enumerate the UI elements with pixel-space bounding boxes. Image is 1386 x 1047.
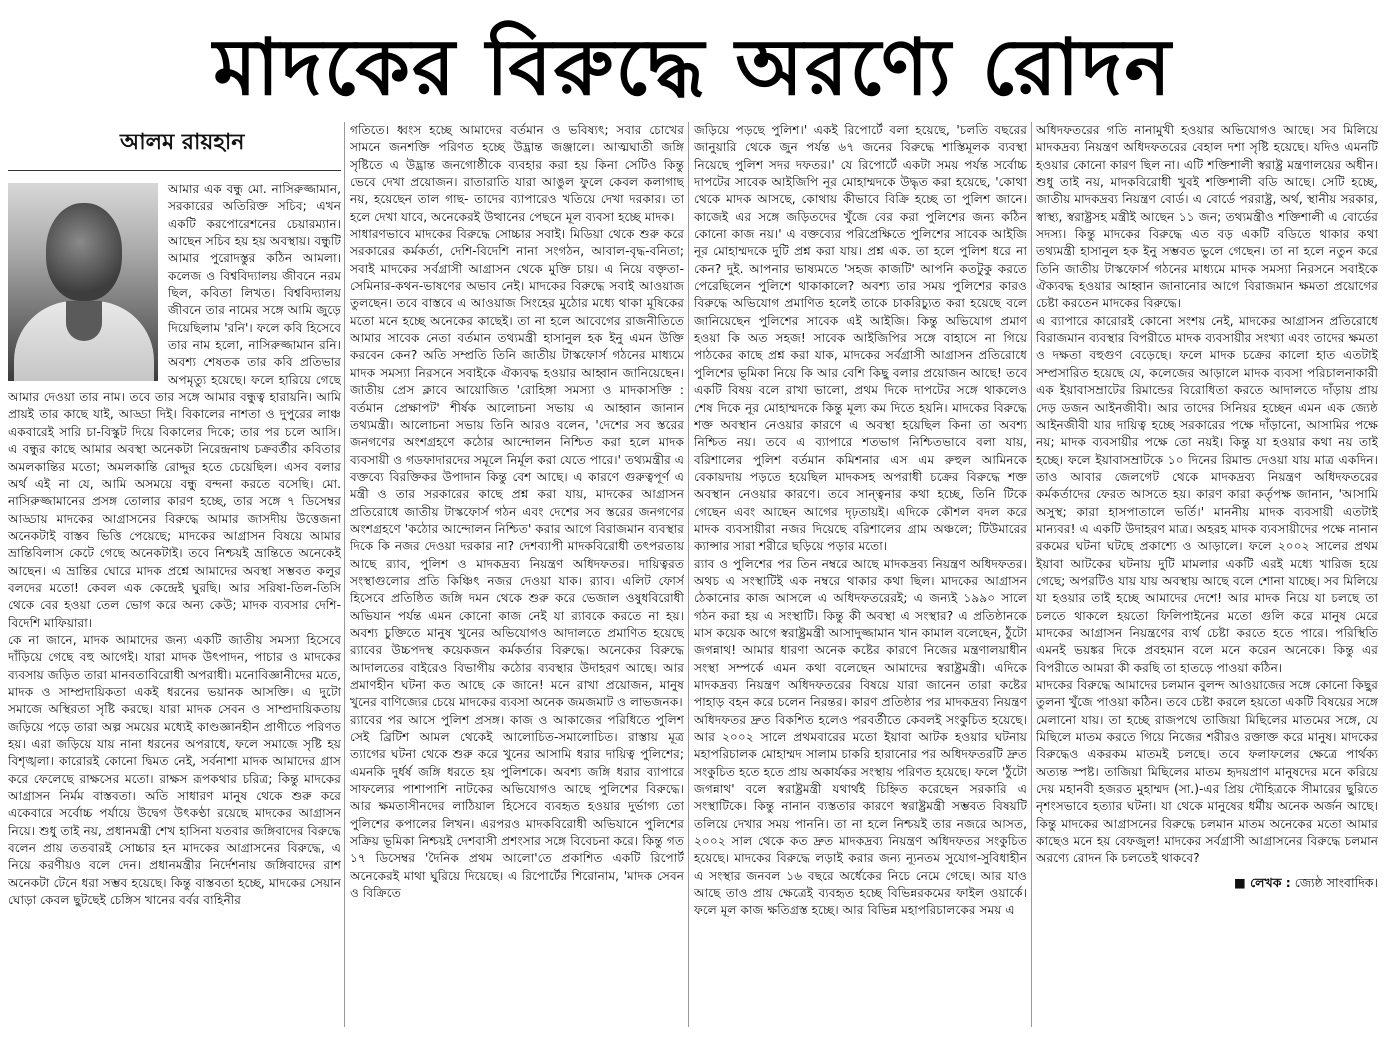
column-4 [1036,122,1378,1027]
paragraph: অধিদফতরের গতি নানামুখী হওয়ার অভিযোগও আছে। সব মিলিয়ে মাদকদ্রব্য নিয়ন্ত্রণ অধিদফতরের বেহাল দশা সৃষ্টি হয়েছে। যদিও এমনটি হওয়ার কোনো কারণ ছিল না। এটি শক্তিশালী স্বরাষ্ট্র মন্ত্রণালয়ের অধীন। শুধু তাই নয়, মাদকবিরোধী খুবই শক্তিশালী বডি আছে। সেটি হচ্ছে, জাতীয় মাদকদ্রব্য নিয়ন্ত্রণ বোর্ড। এ বোর্ডে পররাষ্ট্র, অর্থ, স্থানীয় সরকার, স্বাস্থ্য, স্বরাষ্ট্রসহ মন্ত্রীই আছেন ১১ জন; তথ্যমন্ত্রীও শক্তিশালী এ বোর্ডের সদস্য। কিন্তু মাদকের বিরুদ্ধে এত বড় একটি বডিতে থাকার কথা তথ্যমন্ত্রী হাসানুল হক ইনু সম্ভবত ভুলে গেছেন। তা না হলে নতুন করে তিনি জাতীয় টাস্কফোর্স গঠনের মাধ্যমে মাদক সমস্যা নিরসনে সবাইকে ঐক্যবদ্ধ হওয়ার আহ্বান জানানোর আগে বিরাজমান ক্ষমতা প্রয়োগের চেষ্টা করতেন মাদকের বিরুদ্ধে। [1036,123,1378,311]
column-divider [344,122,345,1027]
column-divider [1031,122,1032,1027]
column-2 [350,122,684,1027]
column-3 [694,122,1027,1027]
paragraph: কে না জানে, মাদক আমাদের জন্য একটি জাতীয় সমস্যা হিসেবে দাঁড়িয়ে গেছে বহু আগেই। যারা মাদক উৎপাদন, পাচার ও মাদকের ব্যবসায় জড়িত তারা মানবতাবিরোধী অপরাধী। মনোবিজ্ঞানীদের মতে, মাদক ও সাম্প্রদায়িকতা একই ধরনের ভয়ানক আসক্তি। এ দুটো সমাজে অস্থিরতা সৃষ্টি করছে। যারা মাদক সেবন ও সাম্প্রদায়িকতায় জড়িয়ে পড়ে তারা অল্প সময়ের মধ্যেই কাণ্ডজ্ঞানহীন প্রাণীতে পরিণত হয়। এরা জড়িয়ে যায় নানা ধরনের অপরাধে, ফলে সমাজে সৃষ্টি হয় বিশৃঙ্খলা। কারোরই কোনো দ্বিমত নেই, সর্বনাশা মাদক আমাদের গ্রাস করে ফেলেছে রাক্ষসের মতো। রাক্ষস রূপকথার চরিত্র; কিন্তু মাদকের আগ্রাসন নির্মম বাস্তবতা। অতি সাধারণ মানুষ থেকে শুরু করে একেবারে সর্বোচ্চ পর্যায়ে উদ্বেগ উৎকণ্ঠা রয়েছে মাদকের আগ্রাসন নিয়ে। শুধু তাই নয়, প্রধানমন্ত্রী শেখ হাসিনা যতবার জঙ্গিবাদের বিরুদ্ধে বলেন প্রায় ততবারই সোচ্চার হন মাদকের আগ্রাসনের বিরুদ্ধে, এ নিয়ে করণীয়ও বলে দেন। প্রধানমন্ত্রীর নির্দেশনায় জঙ্গিবাদের রাশ অনেকটা টেনে ধরা সম্ভব হয়েছে। কিন্তু বাস্তবতা হচ্ছে, মাদকের সেয়ান ঘোড়া কেবল ছুটছেই চেঙ্গিস খানের বর্বর বাহিনীর [8,632,341,908]
footer-role: জ্যেষ্ঠ সাংবাদিক। [1294,874,1378,890]
byline: আলম রায়হান [120,130,245,155]
portrait-collar [66,301,102,341]
paragraph: জড়িয়ে পড়ছে পুলিশ।' একই রিপোর্টে বলা হয়েছে, 'চলতি বছরের জানুয়ারি থেকে জুন পর্যন্ত ৬৭ জনের বিরুদ্ধে শাস্তিমূলক ব্যবস্থা নিয়েছে পুলিশ সদর দফতর।' যে রিপোর্টে একটা সময় পর্যন্ত সর্বোচ্চ দাপটের সাবেক আইজিপি নূর মোহাম্মদকে উদ্ধৃত করা হয়েছে, 'কোথা থেকে মাদক আসছে, কোথায় কীভাবে বিক্রি হচ্ছে তা পুলিশ জানে। কাজেই এর সঙ্গে জড়িতদের খুঁজে বের করা পুলিশের জন্য কঠিন কোনো কাজ নয়।' এ বক্তব্যের পরিপ্রেক্ষিতে পুলিশের সাবেক আইজি নূর মোহাম্মদকে দুটি প্রশ্ন করা যায়। প্রশ্ন এক. তা হলে পুলিশ ধরে না কেন? দুই. আপনার ভাষ্যমতে 'সহজ কাজটি' আপনি কতটুকু করতে পেরেছিলেন পুলিশে থাকাকালে? অবশ্য তার সময় পুলিশের কারও বিরুদ্ধে অভিযোগ প্রমাণিত হলেই তাকে চাকরিচ্যুত করা হয়েছে বলে জানিয়েছেন পুলিশের সাবেক এই আইজি। কিন্তু অভিযোগ প্রমাণ হওয়া কি অত সহজ! সাবেক আইজিপির সঙ্গে বাহাসে না গিয়ে পাঠকের কাছে প্রশ্ন করা যাক, মাদকের সর্বগ্রাসী আগ্রাসন প্রতিরোধে পুলিশের ভূমিকা নিয়ে কি আর বেশি কিছু বলার প্রয়োজন আছে! তবে একটি বিষয় বলে রাখা ভালো, প্রথম দিকে দাপটের সঙ্গে থাকলেও শেষ দিকে নূর মোহাম্মদকে কিন্তু মূল্য কম দিতে হয়নি। মাদকের বিরুদ্ধে শক্ত অবস্থান নেওয়ার কারণে এ অবস্থা হয়েছিল কিনা তা অবশ্য নিশ্চিত নয়। তবে এ ব্যাপারে শতভাগ নিশ্চিতভাবে বলা যায়, বরিশালের পুলিশ বর্তমান কমিশনার এস এম রুহুল আমিনকে বেকায়দায় পড়তে হয়েছিল মাদকসহ অপরাধী চক্রের বিরুদ্ধে শক্ত অবস্থান নেওয়ার কারণে। তবে সান্ত্বনার কথা হচ্ছে, তিনি টিকে গেছেন এবং আছেন আগের দৃঢ়তায়ই। এদিকে কৌশল বদল করে মাদক ব্যবসায়ীরা নজর দিয়েছে বরিশালের গ্রাম অঞ্চলে; টিউমারের ক্যান্সার সারা শরীরে ছড়িয়ে পড়ার মতো। [694,123,1027,554]
column-divider [688,122,689,1027]
byline-rule [8,170,341,171]
paragraph: এ ব্যাপারে কারোরই কোনো সংশয় নেই, মাদকের আগ্রাসন প্রতিরোধে বিরাজমান ব্যবস্থার বিপরীতে মাদক ব্যবসায়ীর সংখ্যা এবং তাদের ক্ষমতা ও দক্ষতা বহুগুণ বেড়েছে। ফলে মাদক চক্রের কালো হাত এতটাই সম্প্রসারিত হয়েছে যে, কলেজের আড়ালে মাদক ব্যবসা পরিচালনাকারী এক ইয়াবাসম্রাটের রিমান্ডের বিরোধিতা করতে আদালতে দাঁড়ায় প্রায় দেড় ডজন আইনজীবী। আর তাদের সিনিয়র হচ্ছেন এমন এক জ্যেষ্ঠ আইনজীবী যার দায়িত্ব হচ্ছে সরকারের পক্ষে দাঁড়ানো, আসামির পক্ষে নয়; মাদক ব্যবসায়ীর পক্ষে তো নয়ই। কিন্তু যা হওয়ার কথা নয় তাই হচ্ছে। ফলে ইয়াবাসম্রাটকে ১০ দিনের রিমান্ড দেওয়া যায় মাত্র একদিন। তাও আবার জেলগেট থেকে মাদকদ্রব্য নিয়ন্ত্রণ অধিদফতরের কর্মকর্তাদের ফেরত আসতে হয়। কারণ কারা কর্তৃপক্ষ জানান, 'আসামি অসুস্থ; কারা হাসপাতালে ভর্তি।' মাননীয় মাদক ব্যবসায়ী এতটাই মান্যবর! এ একটি উদাহরণ মাত্র। অহরহ মাদক ব্যবসায়ীদের পক্ষে নানান রকমের ঘটনা ঘটছে প্রকাশ্যে ও আড়ালে। ফলে ২০০২ সালের প্রথম ইয়াবা আটকের ঘটনায় দুটি মামলার একটি এরই মধ্যে খারিজ হয়ে গেছে; অপরটিও যায় যায় অবস্থায় আছে বলে শোনা যাচ্ছে। সব মিলিয়ে যা হওয়ার তাই হচ্ছে আমাদের দেশে! আর মাদক নিয়ে যা চলছে তা চলতে থাকলে হয়তো ফিলিপাইনের মতো গুলি করে মানুষ মেরে মাদকের আগ্রাসন নিয়ন্ত্রণের ব্যর্থ চেষ্টা করতে হতে পারে। পরিস্থিতি এমনই ভয়ঙ্কর দিকে প্রবহমান বলে মনে করেন অনেকে। কিন্তু এর বিপরীতে আমরা কী করছি তা হাতড়ে পাওয়া কঠিন। [1036,313,1378,675]
paragraph: গতিতে। ধ্বংস হচ্ছে আমাদের বর্তমান ও ভবিষ্যৎ; সবার চোখের সামনে জনশক্তি পরিণত হচ্ছে উদ্ভ্রান্ত জঞ্জালে। আত্মঘাতী জঙ্গি সৃষ্টিতে এ উদ্ভ্রান্ত জনগোষ্ঠীকে ব্যবহার করা হয় কিনা সেটিও কিন্তু ভেবে দেখা প্রয়োজন। রাতারাতি যারা আঙুল ফুলে কেবল কলাগাছ নয়, হয়েছেন তাল গাছ- তাদের ব্যাপারেও খতিয়ে দেখা দরকার। তা হলে দেখা যাবে, অনেকেরই উত্থানের পেছনে মূল ব্যবসা হচ্ছে মাদক। [350,123,684,224]
headline: মাদকের বিরুদ্ধে অরণ্যে রোদন [213,23,1173,113]
paragraph: আমার এক বন্ধু মো. নাসিরুজ্জামান, সরকারের অতিরিক্ত সচিব; এখন একটি করপোরেশনের চেয়ারম্যান। আছেন সচিব হয় হয় অবস্থায়। বন্ধুটি আমার পুরোদস্তুর কঠিন আমলা। কলেজ ও বিশ্ববিদ্যালয় জীবনে নরম ছিল, কবিতা লিখত। বিশ্ববিদ্যালয় জীবনে তার নামের সঙ্গে আমি জুড়ে দিয়েছিলাম 'রনি'। ফলে কবি হিসেবে তার নাম হলো, নাসিরুজ্জামান রনি। অবশ্য শেষতক তার কবি প্রতিভার অপমৃত্যু হয়েছে। ফলে হারিয়ে গেছে আমার দেওয়া তার নাম। তবে তার সঙ্গে আমার বন্ধুত্ব হারায়নি। আমি প্রায়ই তার কাছে যাই, আড্ডা দিই। বিকালের নাশতা ও দুপুরের লাঞ্চ একবারেই সারি চা-বিস্কুট দিয়ে বিকালের দিকে; তার পর চলে আসি। এ বন্ধুর কাছে আমার অবস্থা অনেকটা নিরেন্দ্রনাথ চক্রবর্তীর কবিতার অমলকান্তির মতো; অমলকান্তি রোদ্দুর হতে চেয়েছিল। এসব বলার অর্থ এই না যে, আমি অসময়ে বন্ধু বন্দনা করতে বসেছি। মো. নাসিরুজ্জামানের প্রসঙ্গ তোলার কারণ হচ্ছে, তার সঙ্গে ৭ ডিসেম্বর আড্ডায় মাদকের আগ্রাসনের বিরুদ্ধে আমার জাসদীয় উত্তেজনা অনেকটাই বাস্তব ভিত্তি পেয়েছে; মাদকের আগ্রাসন বিষয়ে আমার ভ্রান্তিবিলাস কেটে গেছে অনেকটাই। তবে নিশ্চয়ই ভ্রান্তিতে অনেকেই আছেন। এ ভ্রান্তির ঘোরে মাদক প্রশ্নে আমাদের অবস্থা সম্ভবত কলুর বলদের মতো! কেবল এক কেন্দ্রেই ঘুরছি। আর সরিষা-তিল-তিসি থেকে বের হওয়া তেল ভোগ করে অন্য কেউ; মাদক ব্যবসার দেশি-বিদেশি মাফিয়ারা। [8,182,341,630]
paragraph: সাধারণভাবে মাদকের বিরুদ্ধে সোচ্চার সবাই। মিডিয়া থেকে শুরু করে সরকারের কর্মকর্তা, দেশি-বিদেশি নানা সংগঠন, আবাল-বৃদ্ধ-বনিতা; সবাই মাদকের সর্বগ্রাসী আগ্রাসন থেকে মুক্তি চায়। এ নিয়ে বক্তৃতা-সেমিনার-কথন-ভাষণের অভাব নেই। মাদকের বিরুদ্ধে সবাই আওয়াজ তুলছেন। তবে বাস্তবে এ আওয়াজ সিংহের মুঠোর মধ্যে থাকা মূষিকের মতো মনে হচ্ছে অনেকের কাছেই। তা না হলে আবেগের রাজনীতিতে আমার সাবেক নেতা বর্তমান তথ্যমন্ত্রী হাসানুল হক ইনু এমন উক্তি করবেন কেন? অতি সম্প্রতি তিনি জাতীয় টাস্কফোর্স গঠনের মাধ্যমে মাদক সমস্যা নিরসনে সবাইকে ঐক্যবদ্ধ হওয়ার আহ্বান জানিয়েছেন। জাতীয় প্রেস ক্লাবে আয়োজিত 'রোহিঙ্গা সমস্যা ও মাদকাসক্তি : বর্তমান প্রেক্ষাপট' শীর্ষক আলোচনা সভায় এ আহ্বান জানান তথ্যমন্ত্রী। আলোচনা সভায় তিনি আরও বলেন, 'দেশের সব স্তরের জনগণের অংশগ্রহণে কঠোর আন্দোলন নিশ্চিত করা হলে মাদক ব্যবসায়ী ও গডফাদারদের সমূলে নির্মূল করা যেতে পারে।' তথ্যমন্ত্রীর এ বক্তব্যে বিরক্তিকর উপাদান কিন্তু বেশ আছে। এ কারণে গুরুত্বপূর্ণ এ মন্ত্রী ও তার সরকারের কাছে প্রশ্ন করা যায়, মাদকের আগ্রাসন প্রতিরোধে জাতীয় টাস্কফোর্স গঠন এবং দেশের সব স্তরের জনগণের অংশগ্রহণে 'কঠোর আন্দোলন নিশ্চিত' করার আগে বিরাজমান ব্যবস্থার দিকে কি নজর দেওয়া দরকার না? দেশব্যাপী মাদকবিরোধী তৎপরতায় আছে র‍্যাব, পুলিশ ও মাদকদ্রব্য নিয়ন্ত্রণ অধিদফতর। দায়িত্বরত সংস্থাগুলোর প্রতি কিঞ্চিৎ নজর দেওয়া যাক। র‍্যাব। এলিট ফোর্স হিসেবে প্রতিষ্ঠিত জঙ্গি দমন থেকে শুরু করে ভেজাল ওষুধবিরোধী অভিযান পর্যন্ত এমন কোনো কাজ নেই যা র‍্যাবকে করতে না হয়। অবশ্য চুক্তিতে মানুষ খুনের অভিযোগও আদালতে প্রমাণিত হয়েছে র‍্যাবের উচ্চপদস্থ কয়েকজন কর্মকর্তার বিরুদ্ধে। অনেকের বিরুদ্ধে আদালতের বাইরেও বিভাগীয় কঠোর ব্যবস্থার উদাহরণ আছে। আর প্রমাণহীন ঘটনা কত আছে কে জানে! মনে রাখা প্রয়োজন, মানুষ খুনের বাণিজ্যের চেয়ে মাদকের ব্যবসা অনেক জমজমাট ও লাভজনক। [350,227,684,710]
author-footer [1036,874,1378,891]
footer-label: ■ লেখক : [1233,874,1291,890]
portrait-head [46,203,122,301]
paragraph: র‍্যাবের পর আসে পুলিশ প্রসঙ্গ। কাজ ও আকাজের পরিধিতে পুলিশ সেই ব্রিটিশ আমল থেকেই আলোচিত-সমালোচিত। রাস্তায় মূত্র ত্যাগের ঘটনা থেকে শুরু করে খুনের আসামি ধরার দায়িত্ব পুলিশের; এমনকি দুর্ধর্ষ জঙ্গি ধরতে হয় পুলিশকে। অবশ্য জঙ্গি ধরার ব্যাপারে সাফল্যের পাশাপাশি নাটকের অভিযোগও আছে পুলিশের বিরুদ্ধে। আর ক্ষমতাসীনদের লাঠিয়াল হিসেবে ব্যবহৃত হওয়ার দুর্ভাগ্য তো পুলিশের কপালের লিখন। এরপরও মাদকবিরোধী অভিযানে পুলিশের সক্রিয় ভূমিকা নিশ্চয়ই দেশবাসী প্রশংসার সঙ্গে বিবেচনা করে। কিন্তু গত ১৭ ডিসেম্বর 'দৈনিক প্রথম আলো'তে প্রকাশিত একটি রিপোর্ট অনেকেরই মাথা ঘুরিয়ে দিয়েছে। এ রিপোর্টের শিরোনাম, 'মাদক সেবন ও বিক্রিতে [350,712,684,901]
paragraph: মাদকের বিরুদ্ধে আমাদের চলমান বুলন্দ আওয়াজের সঙ্গে কোনো কিছুর তুলনা খুঁজে পাওয়া কঠিন। তবে চেষ্টা করলে হয়তো একটি বিষয়ের সঙ্গে মেলানো যায়। তা হচ্ছে রাজপথে তাজিয়া মিছিলের মাতমের সঙ্গে, যে মিছিলে মাতম করতে গিয়ে নিজের শরীরও রক্তাক্ত করে মানুষ। মাদকের বিরুদ্ধেও একরকম মাতমই চলছে। তবে ফলাফলের ক্ষেত্রে পার্থক্য অত্যন্ত স্পষ্ট। তাজিয়া মিছিলের মাতম হৃদয়প্রাণ মানুষদের মনে করিয়ে দেয় মহানবী হজরত মুহাম্মদ (সা.)-এর প্রিয় দৌহিত্রকে সীমারের ছুরিতে নৃশংসভাবে হত্যার ঘটনা। যা থেকে মানুষের ধর্মীয় অনেক অর্জন আছে। কিন্তু মাদকের আগ্রাসনের বিরুদ্ধে চলমান মাতম অনেকের মতো আমার কাছেও মনে হয় বেফজুল! মাদকের সর্বগ্রাসী আগ্রাসনের বিরুদ্ধে চলমান অরণ্যে রোদন কি চলতেই থাকবে? [1036,678,1378,866]
author-portrait [8,183,158,381]
column-1 [8,122,341,1027]
paragraph: র‍্যাব ও পুলিশের পর তিন নম্বরে আছে মাদকদ্রব্য নিয়ন্ত্রণ অধিদফতর। অথচ এ সংস্থাটিই এক নম্বরে থাকার কথা ছিল। মাদকের আগ্রাসন ঠেকানোর কাজ আসলে এ অধিদফতরেরই; এ জন্যই ১৯৯০ সালে গঠন করা হয় এ সংস্থাটি। কিন্তু কী অবস্থা এ সংস্থার? এ প্রতিষ্ঠানকে মাস কয়েক আগে স্বরাষ্ট্রমন্ত্রী আসাদুজ্জামান খান কামাল বলেছেন, ঠুঁটো জগন্নাথ! আমার ধারণা অনেক কষ্টের কারণে নিজের মন্ত্রণালয়াধীন সংস্থা সম্পর্কে এমন কথা বলেছেন আমাদের স্বরাষ্ট্রমন্ত্রী। এদিকে মাদকদ্রব্য নিয়ন্ত্রণ অধিদফতরের বিষয়ে যারা জানেন তারা কষ্টের পাহাড় বহন করে চলেন নিরন্তর। কারণ প্রতিষ্ঠার পর মাদকদ্রব্য নিয়ন্ত্রণ অধিদফতর দ্রুত বিকশিত হলেও পরবর্তীতে কেবলই সংকুচিত হয়েছে। আর ২০০২ সালে প্রথমবারের মতো ইয়াবা আটক হওয়ার ঘটনায় মহাপরিচালক মোহাম্মদ সালাম চাকরি হারানোর পর অধিদফতরটি দ্রুত সংকুচিত হতে হতে প্রায় অকার্যকর সংস্থায় পরিণত হয়েছে। ফলে 'ঠুঁটো জগন্নাথ' বলে স্বরাষ্ট্রমন্ত্রী যথার্থই চিহ্নিত করেছেন সরকারি এ সংস্থাটিকে। কিন্তু নানান ব্যস্ততার কারণে স্বরাষ্ট্রমন্ত্রী সম্ভবত বিষয়টি তলিয়ে দেখার সময় পাননি। তা না হলে নিশ্চয়ই তার নজরে আসত, ২০০২ সাল থেকে কত দ্রুত মাদকদ্রব্য নিয়ন্ত্রণ অধিদফতর সংকুচিত হয়েছে। মাদকের বিরুদ্ধে লড়াই করার জন্য ন্যূনতম সুযোগ-সুবিধাহীন এ সংস্থার জনবল ১৬ বছরে অর্ধেকের নিচে নেমে গেছে। আর যাও আছে তাও প্রায় ক্ষেত্রেই ব্যবহৃত হচ্ছে বিভিন্নরকমের ফাইল ওয়ার্কে। ফলে মূল কাজ ক্ষতিগ্রস্ত হচ্ছে। আর বিভিন্ন মহাপরিচালকের সময় এ [694,556,1027,918]
